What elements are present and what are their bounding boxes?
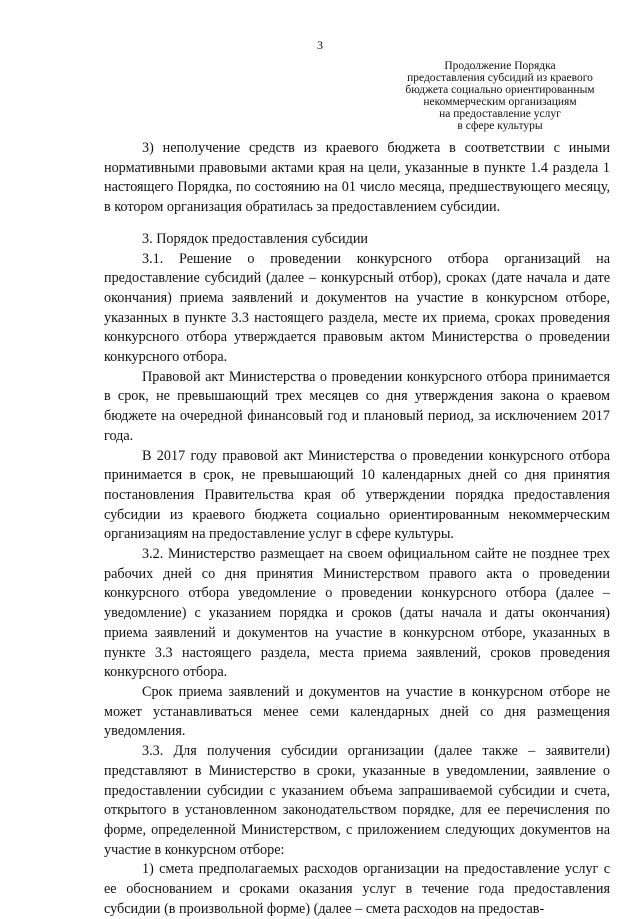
- header-line: предоставления субсидий из краевого: [407, 72, 593, 84]
- paragraph: 3.1. Решение о проведении конкурсного отбора организаций на предоставление субсидий (далее – конкурсный отбор), сроках (дате начала и дате окончания) приема заявлений и документов на участие в конкурсном отборе, указанных в пункте 3.3 настоящего раздела, месте их приема, сроках проведения конкурсного отбора утверждается правовым актом Министерства о проведении конкурсного отбора.: [104, 250, 610, 366]
- document-body: [104, 139, 610, 919]
- paragraph: Правовой акт Министерства о проведении конкурсного отбора принимается в срок, не превышающий трех месяцев со дня утверждения закона о краевом бюджете на очередной финансовый год и плановый период, за исключением 2017 года.: [104, 368, 610, 444]
- paragraph: Срок приема заявлений и документов на участие в конкурсном отборе не может устанавливаться менее семи календарных дней со дня размещения уведомления.: [104, 683, 610, 740]
- paragraph: 1) смета предполагаемых расходов организации на предоставление услуг с ее обоснованием и сроками оказания услуг в течение года предоставления субсидии (в произвольной форме) (далее – смета расходов на предостав-: [104, 861, 610, 917]
- header-line: на предоставление услуг: [439, 108, 561, 120]
- header-line: Продолжение Порядка: [444, 60, 556, 72]
- document-header: [380, 60, 620, 132]
- paragraph: В 2017 году правовой акт Министерства о проведении конкурсного отбора принимается в срок, не превышающий 10 календарных дней со дня принятия постановления Правительства края об утверждении порядка предоставления субсидии из краевого бюджета социально ориентированным некоммерческим организациям на предоставление услуг в сфере культуры.: [104, 447, 610, 543]
- section-heading: 3. Порядок предоставления субсидии: [142, 230, 369, 247]
- paragraph: 3) неполучение средств из краевого бюджета в соответствии с иными нормативными правовыми актами края на цели, указанные в пункте 1.4 раздела 1 настоящего Порядка, по состоянию на 01 число месяца, предшествующего месяцу, в котором организация обратилась за предоставлением субсидии.: [104, 140, 610, 216]
- paragraph: 3.3. Для получения субсидии организации (далее также – заявители) представляют в Министерство в сроки, указанные в уведомлении, заявление о предоставлении субсидии с указанием объема запрашиваемой субсидии и счета, открытого в установленном законодательством порядке, для ее перечисления по форме, определенной Министерством, с приложением следующих документов на участие в конкурсном отборе:: [104, 743, 610, 858]
- paragraph: 3.2. Министерство размещает на своем официальном сайте не позднее трех рабочих дней со дня принятия Министерством правого акта о проведении конкурсного отбора уведомление о проведении конкурсного отбора (далее – уведомление) с указанием порядка и сроков (даты начала и даты окончания) приема заявлений и документов на участие в конкурсном отборе, указанных в пункте 3.3 настоящего раздела, места приема заявлений, сроков проведения конкурсного отбора.: [104, 546, 610, 681]
- header-line: бюджета социально ориентированным: [405, 84, 595, 96]
- page-number: 3: [317, 38, 323, 52]
- header-line: некоммерческим организациям: [423, 96, 577, 108]
- header-line: в сфере культуры: [457, 120, 543, 132]
